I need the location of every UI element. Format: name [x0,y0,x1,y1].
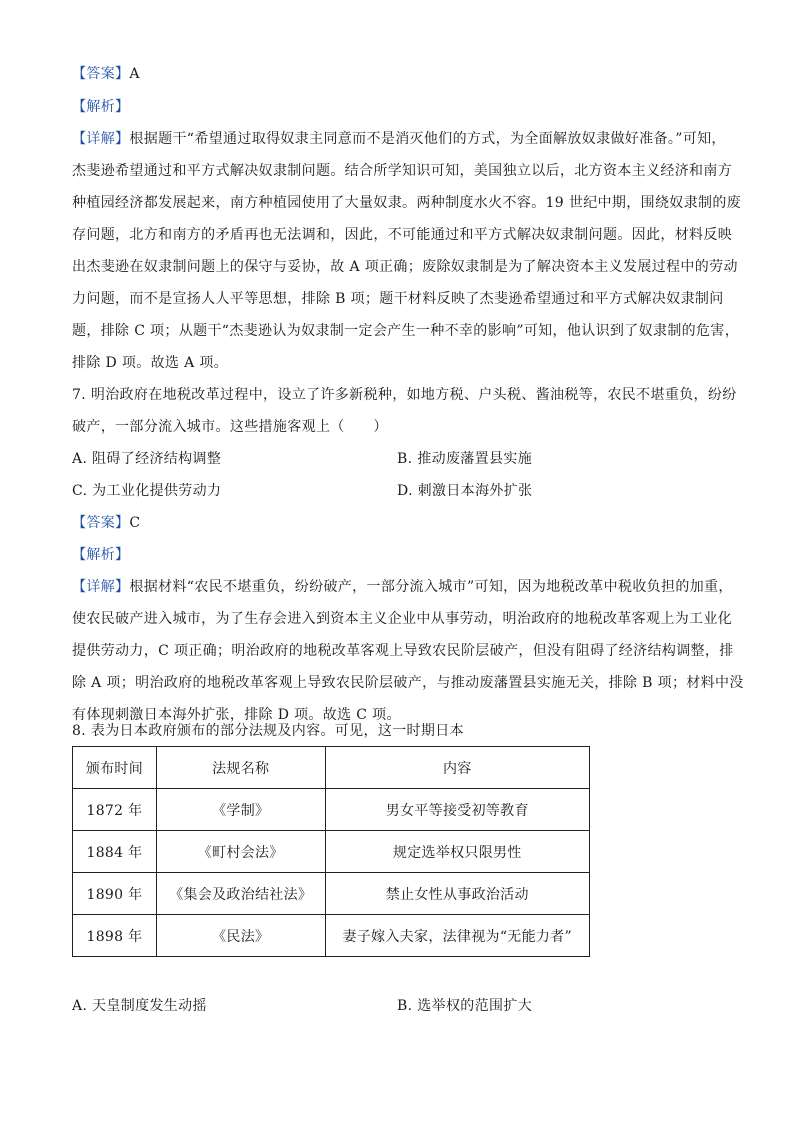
q6-answer-tag: 【答案】 [72,66,130,82]
q7-detail-line-3: 提供劳动力，C 项正确；明治政府的地税改革客观上导致农民阶层破产，但没有阻碍了经济结构调整，排 [72,643,734,659]
q7-stem-line-2: 破产，一部分流入城市。这些措施客观上（ ） [72,419,388,435]
q7-detail-tag: 【详解】 [72,579,130,595]
q6-detail-line-3: 种植园经济都发展起来，南方种植园使用了大量奴隶。两种制度水火不容。19 世纪中期，围绕奴隶制的废 [72,195,742,211]
q6-answer-line [72,64,140,84]
cell-law-name: 《学制》 [156,789,325,831]
q6-detail-line-8: 排除 D 项。故选 A 项。 [72,355,229,371]
q7-option-c: C. 为工业化提供劳动力 [72,483,222,499]
header-content: 内容 [325,747,589,789]
cell-law-name: 《集会及政治结社法》 [156,873,325,915]
cell-law-name: 《町村会法》 [156,831,325,873]
q6-detail-line-7: 题，排除 C 项；从题干“杰斐逊认为奴隶制一定会产生一种不幸的影响”可知，他认识到了奴隶制的危害， [72,323,740,339]
q6-detail-tag: 【详解】 [72,131,130,147]
header-law-name: 法规名称 [156,747,325,789]
q7-detail-line-1 [72,577,733,597]
q7-option-d: D. 刺激日本海外扩张 [397,483,533,499]
table-row [73,873,590,915]
cell-date: 1884 年 [73,831,157,873]
q7-detail-text-1: 根据材料“农民不堪重负，纷纷破产，一部分流入城市”可知，因为地税改革中税收负担的加重， [129,579,733,595]
q8-option-b: B. 选举权的范围扩大 [397,998,533,1014]
q6-detail-line-5: 出杰斐逊在奴隶制问题上的保守与妥协，故 A 项正确；废除奴隶制是为了解决资本主义发展过程中的劳动 [72,259,738,275]
q6-detail-line-1 [72,129,726,149]
cell-law-name: 《民法》 [156,915,325,957]
q6-detail-line-4: 存问题，北方和南方的矛盾再也无法调和，因此，不可能通过和平方式解决奴隶制问题。因此，材料反映 [72,227,733,243]
q7-option-a: A. 阻碍了经济结构调整 [72,451,222,467]
q7-answer-line [72,513,140,533]
laws-table [72,746,590,957]
table-row [73,831,590,873]
q7-analysis-tag: 【解析】 [72,547,130,563]
table-row [73,915,590,957]
q7-answer-tag: 【答案】 [72,515,130,531]
table-row [73,789,590,831]
q7-answer-value: C [129,515,141,531]
q6-analysis-tag: 【解析】 [72,99,130,115]
q8-option-a: A. 天皇制度发生动摇 [72,998,207,1014]
cell-content: 男女平等接受初等教育 [325,789,589,831]
cell-content: 禁止女性从事政治活动 [325,873,589,915]
q6-detail-line-6: 力问题，而不是宣扬人人平等思想，排除 B 项；题干材料反映了杰斐逊希望通过和平方式解决奴隶制问 [72,291,724,307]
q7-detail-line-2: 使农民破产进入城市，为了生存会进入到资本主义企业中从事劳动，明治政府的地税改革客观上为工业化 [72,611,733,627]
cell-date: 1872 年 [73,789,157,831]
q6-answer-value: A [129,66,140,82]
q6-detail-text-1: 根据题干“希望通过取得奴隶主同意而不是消灭他们的方式，为全面解放奴隶做好准备。”可知， [129,131,726,147]
q6-detail-line-2: 杰斐逊希望通过和平方式解决奴隶制问题。结合所学知识可知，美国独立以后，北方资本主义经济和南方 [72,163,733,179]
header-date: 颁布时间 [73,747,157,789]
cell-content: 妻子嫁入夫家，法律视为“无能力者” [325,915,589,957]
table-header-row [73,747,590,789]
cell-date: 1898 年 [73,915,157,957]
cell-content: 规定选举权只限男性 [325,831,589,873]
q7-option-b: B. 推动废藩置县实施 [397,451,533,467]
q7-stem-line-1: 7. 明治政府在地税改革过程中，设立了许多新税种，如地方税、户头税、酱油税等，农民不堪重负，纷纷 [72,387,737,403]
q8-stem: 8. 表为日本政府颁布的部分法规及内容。可见，这一时期日本 [72,723,464,739]
q7-detail-line-5: 有体现刺激日本海外扩张，排除 D 项。故选 C 项。 [72,707,401,723]
q7-detail-line-4: 除 A 项；明治政府的地税改革客观上导致农民阶层破产，与推动废藩置县实施无关，排除 B 项；材料中没 [72,675,744,691]
cell-date: 1890 年 [73,873,157,915]
